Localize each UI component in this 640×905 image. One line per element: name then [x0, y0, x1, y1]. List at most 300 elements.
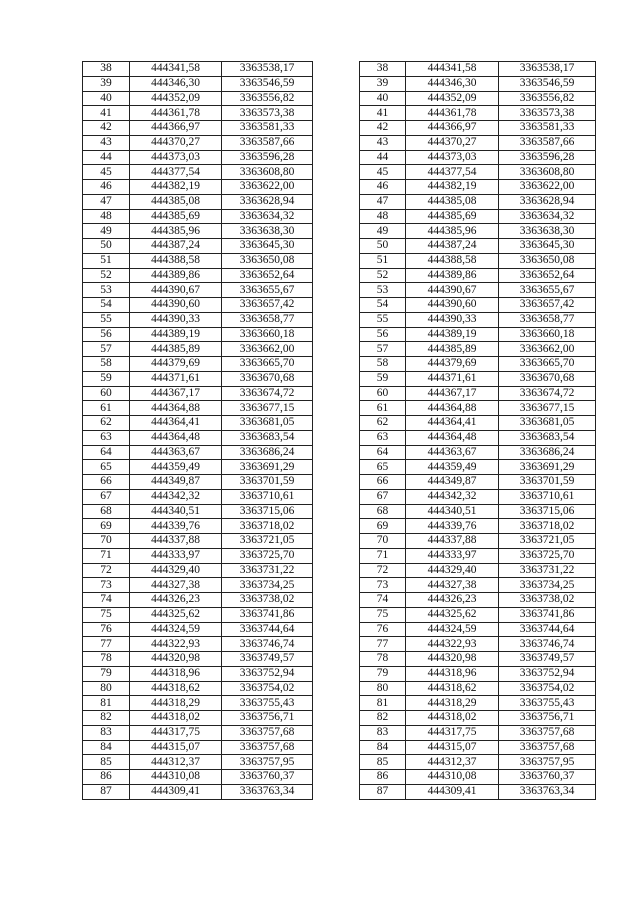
table-row: [83, 194, 596, 209]
right-point-number: 76: [360, 622, 406, 637]
right-y-coordinate: 3363681,05: [499, 416, 596, 431]
table-row: [83, 770, 596, 785]
right-x-coordinate: 444379,69: [406, 357, 499, 372]
right-y-coordinate: 3363710,61: [499, 489, 596, 504]
left-y-coordinate: 3363622,00: [222, 180, 313, 195]
left-x-coordinate: 444390,60: [130, 298, 222, 313]
right-x-coordinate: 444310,08: [406, 770, 499, 785]
left-x-coordinate: 444317,75: [130, 725, 222, 740]
table-row: [83, 681, 596, 696]
left-x-coordinate: 444385,69: [130, 209, 222, 224]
left-y-coordinate: 3363721,05: [222, 534, 313, 549]
left-y-coordinate: 3363746,74: [222, 637, 313, 652]
left-y-coordinate: 3363652,64: [222, 268, 313, 283]
right-x-coordinate: 444371,61: [406, 371, 499, 386]
right-point-number: 73: [360, 578, 406, 593]
left-x-coordinate: 444363,67: [130, 445, 222, 460]
right-y-coordinate: 3363744,64: [499, 622, 596, 637]
left-point-number: 55: [83, 312, 130, 327]
right-point-number: 71: [360, 548, 406, 563]
right-y-coordinate: 3363738,02: [499, 593, 596, 608]
right-point-number: 77: [360, 637, 406, 652]
table-row: [83, 445, 596, 460]
right-x-coordinate: 444387,24: [406, 239, 499, 254]
right-x-coordinate: 444364,48: [406, 430, 499, 445]
column-gap: [313, 445, 360, 460]
right-point-number: 87: [360, 784, 406, 799]
right-point-number: 69: [360, 519, 406, 534]
left-y-coordinate: 3363674,72: [222, 386, 313, 401]
column-gap: [313, 519, 360, 534]
left-x-coordinate: 444318,29: [130, 696, 222, 711]
left-y-coordinate: 3363660,18: [222, 327, 313, 342]
left-point-number: 39: [83, 76, 130, 91]
column-gap: [313, 578, 360, 593]
right-x-coordinate: 444317,75: [406, 725, 499, 740]
right-point-number: 43: [360, 135, 406, 150]
right-y-coordinate: 3363546,59: [499, 76, 596, 91]
left-point-number: 47: [83, 194, 130, 209]
left-point-number: 85: [83, 755, 130, 770]
left-y-coordinate: 3363738,02: [222, 593, 313, 608]
right-y-coordinate: 3363757,95: [499, 755, 596, 770]
column-gap: [313, 755, 360, 770]
right-point-number: 51: [360, 253, 406, 268]
left-point-number: 57: [83, 342, 130, 357]
left-y-coordinate: 3363645,30: [222, 239, 313, 254]
left-y-coordinate: 3363628,94: [222, 194, 313, 209]
column-gap: [313, 91, 360, 106]
right-point-number: 62: [360, 416, 406, 431]
left-x-coordinate: 444346,30: [130, 76, 222, 91]
right-x-coordinate: 444382,19: [406, 180, 499, 195]
left-x-coordinate: 444371,61: [130, 371, 222, 386]
left-y-coordinate: 3363715,06: [222, 504, 313, 519]
left-x-coordinate: 444312,37: [130, 755, 222, 770]
right-x-coordinate: 444373,03: [406, 150, 499, 165]
right-x-coordinate: 444318,62: [406, 681, 499, 696]
right-point-number: 42: [360, 121, 406, 136]
right-x-coordinate: 444385,96: [406, 224, 499, 239]
column-gap: [313, 607, 360, 622]
left-point-number: 40: [83, 91, 130, 106]
left-x-coordinate: 444385,96: [130, 224, 222, 239]
right-y-coordinate: 3363662,00: [499, 342, 596, 357]
right-point-number: 54: [360, 298, 406, 313]
left-x-coordinate: 444390,33: [130, 312, 222, 327]
right-x-coordinate: 444337,88: [406, 534, 499, 549]
right-point-number: 74: [360, 593, 406, 608]
left-x-coordinate: 444326,23: [130, 593, 222, 608]
right-y-coordinate: 3363628,94: [499, 194, 596, 209]
left-point-number: 54: [83, 298, 130, 313]
table-row: [83, 548, 596, 563]
table-row: [83, 91, 596, 106]
right-point-number: 56: [360, 327, 406, 342]
left-point-number: 46: [83, 180, 130, 195]
left-point-number: 86: [83, 770, 130, 785]
right-y-coordinate: 3363650,08: [499, 253, 596, 268]
table-row: [83, 563, 596, 578]
left-x-coordinate: 444352,09: [130, 91, 222, 106]
left-y-coordinate: 3363757,68: [222, 725, 313, 740]
right-x-coordinate: 444390,60: [406, 298, 499, 313]
right-y-coordinate: 3363608,80: [499, 165, 596, 180]
left-x-coordinate: 444389,86: [130, 268, 222, 283]
right-x-coordinate: 444352,09: [406, 91, 499, 106]
right-x-coordinate: 444388,58: [406, 253, 499, 268]
right-y-coordinate: 3363660,18: [499, 327, 596, 342]
column-gap: [313, 239, 360, 254]
left-x-coordinate: 444388,58: [130, 253, 222, 268]
column-gap: [313, 165, 360, 180]
left-y-coordinate: 3363754,02: [222, 681, 313, 696]
column-gap: [313, 548, 360, 563]
left-point-number: 51: [83, 253, 130, 268]
right-point-number: 72: [360, 563, 406, 578]
right-point-number: 64: [360, 445, 406, 460]
left-x-coordinate: 444373,03: [130, 150, 222, 165]
right-y-coordinate: 3363683,54: [499, 430, 596, 445]
left-y-coordinate: 3363701,59: [222, 475, 313, 490]
right-point-number: 38: [360, 62, 406, 77]
left-x-coordinate: 444342,32: [130, 489, 222, 504]
right-y-coordinate: 3363718,02: [499, 519, 596, 534]
left-point-number: 60: [83, 386, 130, 401]
left-point-number: 63: [83, 430, 130, 445]
left-x-coordinate: 444322,93: [130, 637, 222, 652]
left-x-coordinate: 444361,78: [130, 106, 222, 121]
left-point-number: 50: [83, 239, 130, 254]
left-point-number: 78: [83, 652, 130, 667]
left-x-coordinate: 444385,08: [130, 194, 222, 209]
left-point-number: 42: [83, 121, 130, 136]
column-gap: [313, 534, 360, 549]
table-row: [83, 298, 596, 313]
right-x-coordinate: 444364,88: [406, 401, 499, 416]
right-x-coordinate: 444349,87: [406, 475, 499, 490]
left-point-number: 72: [83, 563, 130, 578]
table-row: [83, 357, 596, 372]
left-y-coordinate: 3363734,25: [222, 578, 313, 593]
table-row: [83, 475, 596, 490]
right-point-number: 57: [360, 342, 406, 357]
right-x-coordinate: 444389,19: [406, 327, 499, 342]
column-gap: [313, 563, 360, 578]
right-point-number: 84: [360, 740, 406, 755]
right-x-coordinate: 444359,49: [406, 460, 499, 475]
column-gap: [313, 430, 360, 445]
column-gap: [313, 62, 360, 77]
right-x-coordinate: 444377,54: [406, 165, 499, 180]
right-point-number: 53: [360, 283, 406, 298]
left-point-number: 53: [83, 283, 130, 298]
left-y-coordinate: 3363596,28: [222, 150, 313, 165]
column-gap: [313, 681, 360, 696]
right-x-coordinate: 444326,23: [406, 593, 499, 608]
right-y-coordinate: 3363622,00: [499, 180, 596, 195]
left-x-coordinate: 444382,19: [130, 180, 222, 195]
column-gap: [313, 283, 360, 298]
right-y-coordinate: 3363634,32: [499, 209, 596, 224]
table-body: [83, 62, 596, 800]
right-point-number: 79: [360, 666, 406, 681]
right-y-coordinate: 3363757,68: [499, 725, 596, 740]
left-y-coordinate: 3363608,80: [222, 165, 313, 180]
left-point-number: 75: [83, 607, 130, 622]
left-y-coordinate: 3363686,24: [222, 445, 313, 460]
column-gap: [313, 357, 360, 372]
right-point-number: 39: [360, 76, 406, 91]
left-point-number: 68: [83, 504, 130, 519]
table-row: [83, 62, 596, 77]
left-y-coordinate: 3363744,64: [222, 622, 313, 637]
table-row: [83, 489, 596, 504]
right-point-number: 44: [360, 150, 406, 165]
right-y-coordinate: 3363596,28: [499, 150, 596, 165]
column-gap: [313, 135, 360, 150]
column-gap: [313, 106, 360, 121]
left-y-coordinate: 3363556,82: [222, 91, 313, 106]
left-x-coordinate: 444324,59: [130, 622, 222, 637]
table-row: [83, 121, 596, 136]
right-x-coordinate: 444364,41: [406, 416, 499, 431]
right-x-coordinate: 444320,98: [406, 652, 499, 667]
left-x-coordinate: 444318,02: [130, 711, 222, 726]
left-point-number: 61: [83, 401, 130, 416]
column-gap: [313, 194, 360, 209]
left-y-coordinate: 3363573,38: [222, 106, 313, 121]
left-y-coordinate: 3363755,43: [222, 696, 313, 711]
left-point-number: 81: [83, 696, 130, 711]
right-point-number: 58: [360, 357, 406, 372]
right-x-coordinate: 444367,17: [406, 386, 499, 401]
column-gap: [313, 504, 360, 519]
column-gap: [313, 416, 360, 431]
left-x-coordinate: 444370,27: [130, 135, 222, 150]
table-row: [83, 209, 596, 224]
table-row: [83, 725, 596, 740]
table-row: [83, 253, 596, 268]
right-x-coordinate: 444389,86: [406, 268, 499, 283]
left-point-number: 41: [83, 106, 130, 121]
left-y-coordinate: 3363725,70: [222, 548, 313, 563]
right-point-number: 82: [360, 711, 406, 726]
right-x-coordinate: 444370,27: [406, 135, 499, 150]
column-gap: [313, 666, 360, 681]
left-point-number: 70: [83, 534, 130, 549]
right-y-coordinate: 3363674,72: [499, 386, 596, 401]
table-row: [83, 106, 596, 121]
right-x-coordinate: 444361,78: [406, 106, 499, 121]
right-point-number: 60: [360, 386, 406, 401]
column-gap: [313, 593, 360, 608]
right-x-coordinate: 444324,59: [406, 622, 499, 637]
table-row: [83, 696, 596, 711]
right-point-number: 59: [360, 371, 406, 386]
left-x-coordinate: 444366,97: [130, 121, 222, 136]
left-x-coordinate: 444387,24: [130, 239, 222, 254]
left-y-coordinate: 3363677,15: [222, 401, 313, 416]
table-row: [83, 416, 596, 431]
table-row: [83, 283, 596, 298]
column-gap: [313, 489, 360, 504]
right-y-coordinate: 3363658,77: [499, 312, 596, 327]
column-gap: [313, 652, 360, 667]
column-gap: [313, 401, 360, 416]
right-y-coordinate: 3363657,42: [499, 298, 596, 313]
column-gap: [313, 342, 360, 357]
right-point-number: 61: [360, 401, 406, 416]
right-y-coordinate: 3363756,71: [499, 711, 596, 726]
column-gap: [313, 371, 360, 386]
left-x-coordinate: 444325,62: [130, 607, 222, 622]
right-point-number: 50: [360, 239, 406, 254]
table-row: [83, 342, 596, 357]
left-point-number: 52: [83, 268, 130, 283]
right-point-number: 78: [360, 652, 406, 667]
table-row: [83, 150, 596, 165]
table-row: [83, 607, 596, 622]
right-y-coordinate: 3363757,68: [499, 740, 596, 755]
right-y-coordinate: 3363721,05: [499, 534, 596, 549]
left-y-coordinate: 3363662,00: [222, 342, 313, 357]
right-x-coordinate: 444339,76: [406, 519, 499, 534]
table-row: [83, 652, 596, 667]
left-y-coordinate: 3363749,57: [222, 652, 313, 667]
right-y-coordinate: 3363749,57: [499, 652, 596, 667]
left-y-coordinate: 3363638,30: [222, 224, 313, 239]
left-point-number: 69: [83, 519, 130, 534]
table-row: [83, 239, 596, 254]
column-gap: [313, 180, 360, 195]
left-y-coordinate: 3363731,22: [222, 563, 313, 578]
right-x-coordinate: 444327,38: [406, 578, 499, 593]
right-x-coordinate: 444322,93: [406, 637, 499, 652]
right-x-coordinate: 444346,30: [406, 76, 499, 91]
left-point-number: 79: [83, 666, 130, 681]
right-x-coordinate: 444333,97: [406, 548, 499, 563]
left-y-coordinate: 3363683,54: [222, 430, 313, 445]
table-row: [83, 460, 596, 475]
right-point-number: 70: [360, 534, 406, 549]
right-y-coordinate: 3363556,82: [499, 91, 596, 106]
right-y-coordinate: 3363715,06: [499, 504, 596, 519]
left-point-number: 73: [83, 578, 130, 593]
column-gap: [313, 312, 360, 327]
right-point-number: 48: [360, 209, 406, 224]
left-y-coordinate: 3363658,77: [222, 312, 313, 327]
right-y-coordinate: 3363725,70: [499, 548, 596, 563]
table-row: [83, 622, 596, 637]
left-point-number: 87: [83, 784, 130, 799]
table-row: [83, 371, 596, 386]
right-x-coordinate: 444390,67: [406, 283, 499, 298]
column-gap: [313, 224, 360, 239]
left-y-coordinate: 3363757,68: [222, 740, 313, 755]
column-gap: [313, 327, 360, 342]
right-point-number: 80: [360, 681, 406, 696]
right-y-coordinate: 3363665,70: [499, 357, 596, 372]
table-row: [83, 534, 596, 549]
left-x-coordinate: 444367,17: [130, 386, 222, 401]
right-point-number: 46: [360, 180, 406, 195]
column-gap: [313, 711, 360, 726]
column-gap: [313, 770, 360, 785]
right-y-coordinate: 3363645,30: [499, 239, 596, 254]
table-row: [83, 740, 596, 755]
left-y-coordinate: 3363760,37: [222, 770, 313, 785]
left-x-coordinate: 444329,40: [130, 563, 222, 578]
right-x-coordinate: 444341,58: [406, 62, 499, 77]
table-row: [83, 386, 596, 401]
right-y-coordinate: 3363655,67: [499, 283, 596, 298]
table-row: [83, 519, 596, 534]
right-y-coordinate: 3363741,86: [499, 607, 596, 622]
right-y-coordinate: 3363754,02: [499, 681, 596, 696]
right-x-coordinate: 444385,69: [406, 209, 499, 224]
right-x-coordinate: 444390,33: [406, 312, 499, 327]
column-gap: [313, 725, 360, 740]
left-point-number: 64: [83, 445, 130, 460]
right-x-coordinate: 444329,40: [406, 563, 499, 578]
left-y-coordinate: 3363756,71: [222, 711, 313, 726]
table-row: [83, 180, 596, 195]
left-point-number: 44: [83, 150, 130, 165]
column-gap: [313, 253, 360, 268]
left-x-coordinate: 444337,88: [130, 534, 222, 549]
right-y-coordinate: 3363670,68: [499, 371, 596, 386]
left-y-coordinate: 3363691,29: [222, 460, 313, 475]
right-x-coordinate: 444318,29: [406, 696, 499, 711]
table-row: [83, 504, 596, 519]
table-row: [83, 76, 596, 91]
table-row: [83, 165, 596, 180]
left-x-coordinate: 444309,41: [130, 784, 222, 799]
left-x-coordinate: 444379,69: [130, 357, 222, 372]
left-point-number: 71: [83, 548, 130, 563]
left-x-coordinate: 444340,51: [130, 504, 222, 519]
left-point-number: 56: [83, 327, 130, 342]
left-y-coordinate: 3363650,08: [222, 253, 313, 268]
right-y-coordinate: 3363652,64: [499, 268, 596, 283]
column-gap: [313, 637, 360, 652]
right-x-coordinate: 444340,51: [406, 504, 499, 519]
left-point-number: 74: [83, 593, 130, 608]
left-point-number: 45: [83, 165, 130, 180]
right-y-coordinate: 3363763,34: [499, 784, 596, 799]
right-y-coordinate: 3363755,43: [499, 696, 596, 711]
right-y-coordinate: 3363691,29: [499, 460, 596, 475]
left-y-coordinate: 3363681,05: [222, 416, 313, 431]
right-x-coordinate: 444315,07: [406, 740, 499, 755]
left-y-coordinate: 3363710,61: [222, 489, 313, 504]
right-y-coordinate: 3363746,74: [499, 637, 596, 652]
right-y-coordinate: 3363731,22: [499, 563, 596, 578]
right-point-number: 47: [360, 194, 406, 209]
right-x-coordinate: 444325,62: [406, 607, 499, 622]
left-x-coordinate: 444359,49: [130, 460, 222, 475]
left-x-coordinate: 444364,88: [130, 401, 222, 416]
right-y-coordinate: 3363752,94: [499, 666, 596, 681]
left-x-coordinate: 444318,62: [130, 681, 222, 696]
left-x-coordinate: 444349,87: [130, 475, 222, 490]
right-y-coordinate: 3363638,30: [499, 224, 596, 239]
right-y-coordinate: 3363581,33: [499, 121, 596, 136]
column-gap: [313, 150, 360, 165]
right-point-number: 68: [360, 504, 406, 519]
right-x-coordinate: 444318,96: [406, 666, 499, 681]
